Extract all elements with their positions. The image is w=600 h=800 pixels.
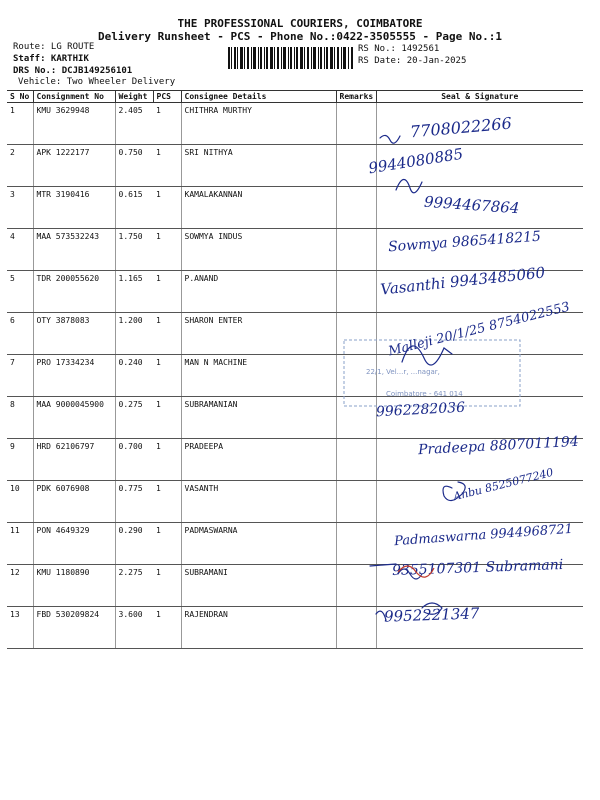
vehicle-label: Vehicle: Two Wheeler Delivery (18, 77, 176, 87)
signature-8: 9962282036 (375, 399, 466, 421)
company-name: THE PROFESSIONAL COURIERS, COIMBATORE (177, 17, 423, 30)
stamp-address: 22/1, Vel...r, ...nagar, (366, 368, 440, 376)
col-consignee: Consignee Details (181, 91, 336, 103)
col-weight: Weight (115, 91, 153, 103)
table-row: 1 KMU 3629948 2.405 1 CHITHRA MURTHY (7, 103, 583, 145)
col-consignment: Consignment No (33, 91, 115, 103)
signature-2: 9944080885 (367, 144, 465, 178)
table-row: 6 OTY 3878083 1.200 1 SHARON ENTER (7, 313, 583, 355)
table-row: 7 PRO 17334234 0.240 1 MAN N MACHINE (7, 355, 583, 397)
signature-10: Anbu 8525077240 (451, 465, 555, 504)
table-row: 11 PON 4649329 0.290 1 PADMASWARNA (7, 523, 583, 565)
table-row: 2 APK 1222177 0.750 1 SRI NITHYA (7, 145, 583, 187)
table-row: 10 PDK 6076908 0.775 1 VASANTH (7, 481, 583, 523)
signature-4: Sowmya 9865418215 (387, 228, 542, 256)
table-row: 5 TDR 200055620 1.165 1 P.ANAND (7, 271, 583, 313)
col-remarks: Remarks (336, 91, 376, 103)
signature-3: 9994467864 (423, 192, 520, 218)
signature-12: 9355107301 Subramani (391, 557, 564, 579)
drs-number: DRS No.: DCJB149256101 (13, 66, 133, 76)
table-row: 8 MAA 9000045900 0.275 1 SUBRAMANIAN (7, 397, 583, 439)
table-row: 4 MAA 573532243 1.750 1 SOWMYA INDUS (7, 229, 583, 271)
rs-date: RS Date: 20-Jan-2025 (358, 56, 467, 66)
col-sno: S No (7, 91, 33, 103)
route-label: Route: LG ROUTE (13, 42, 95, 52)
signature-11: Padmaswarna 9944968721 (393, 521, 574, 550)
barcode-icon (228, 47, 354, 69)
col-pcs: PCS (153, 91, 181, 103)
runsheet-title: Delivery Runsheet - PCS - Phone No.:0422-3505555 - Page No.:1 (98, 30, 502, 43)
table-row: 12 KMU 1180890 2.275 1 SUBRAMANI (7, 565, 583, 607)
rs-number: RS No.: 1492561 (358, 44, 440, 54)
signature-13: 9952221347 (383, 604, 480, 626)
col-signature: Seal & Signature (376, 91, 583, 103)
signature-1: 7708022266 (409, 113, 513, 142)
table-row: 3 MTR 3190416 0.615 1 KAMALAKANNAN (7, 187, 583, 229)
table-row: 9 HRD 62106797 0.700 1 PRADEEPA (7, 439, 583, 481)
signature-6: Malleji 20/1/25 8754022553 (386, 299, 572, 360)
signature-9: Pradeepa 8807011194 (417, 433, 580, 459)
stamp-city: Coimbatore - 641 014 (386, 390, 463, 398)
table-header-row (7, 91, 583, 103)
signature-5: Vasanthi 9943485060 (379, 263, 546, 299)
staff-label: Staff: KARTHIK (13, 54, 89, 64)
table-row: 13 FBD 530209824 3.600 1 RAJENDRAN (7, 607, 583, 649)
